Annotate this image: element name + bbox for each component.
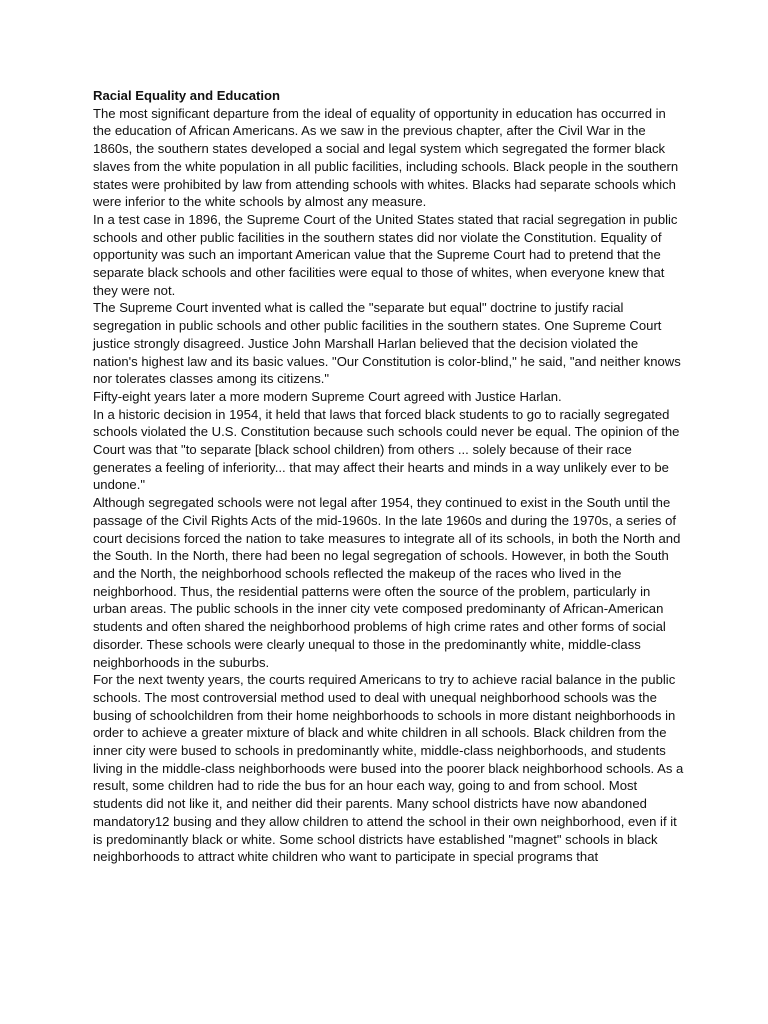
paragraph-3: The Supreme Court invented what is called the "separate but equal" doctrine to justify racial segregation in public schools and other public facilities in the southern states. One Supreme Court justice strongly disagreed. Justice John Marshall Harlan believed that the decision violated the nation's highest law and its basic values. "Our Constitution is color-blind," he said, "and neither knows nor tolerates classes among its citizens." <box>93 300 681 387</box>
paragraph-7: For the next twenty years, the courts required Americans to try to achieve racial balance in the public schools. The most controversial method used to deal with unequal neighborhood schools was the busing of schoolchildren from their home neighborhoods to schools in more distant neighborhoods in order to achieve a greater mixture of black and white children in all schools. Black children from the inner city were bused to schools in predominantly white, middle-class neighborhoods, and students living in the middle-class neighborhoods were bused into the poorer black neighborhood schools. As a result, some children had to ride the bus for an hour each way, going to and from school. Most students did not like it, and neither did their parents. Many school districts have now abandoned mandatory12 busing and they allow children to attend the school in their own neighborhood, even if it is predominantly black or white. Some school districts have established "magnet" schools in black neighborhoods to attract white children who want to participate in special programs that <box>93 672 684 865</box>
paragraph-4: Fifty-eight years later a more modern Supreme Court agreed with Justice Harlan. <box>93 388 562 404</box>
paragraph-5: In a historic decision in 1954, it held that laws that forced black students to go to racially segregated schools violated the U.S. Constitution because such schools could never be equal. The opinion of the Court was that "to separate [black school children) from others ... solely because of their race generates a feeling of inferiority... that may affect their hearts and minds in a way unlikely ever to be undone." <box>93 406 680 493</box>
paragraph-2: In a test case in 1896, the Supreme Court of the United States stated that racial segregation in public schools and other public facilities in the southern states did nor violate the Constitution. Equality of opportunity was such an important American value that the Supreme Court had to pretend that the separate black schools and other facilities were equal to those of whites, when everyone knew that they were not. <box>93 211 678 298</box>
document-page <box>93 87 685 866</box>
paragraph-1: The most significant departure from the ideal of equality of opportunity in education has occurred in the education of African Americans. As we saw in the previous chapter, after the Civil War in the 1860s, the southern states developed a social and legal system which segregated the former black slaves from the white population in all public facilities, including schools. Black people in the southern states were prohibited by law from attending schools with whites. Blacks had separate schools which were inferior to the white schools by almost any measure. <box>93 105 679 210</box>
paragraph-6: Although segregated schools were not legal after 1954, they continued to exist in the South until the passage of the Civil Rights Acts of the mid-1960s. In the late 1960s and during the 1970s, a series of court decisions forced the nation to take measures to integrate all of its schools, in both the North and the South. In the North, there had been no legal segregation of schools. However, in both the South and the North, the neighborhood schools reflected the makeup of the races who lived in the neighborhood. Thus, the residential patterns were often the source of the problem, particularly in urban areas. The public schools in the inner city vete composed predominanty of African-American students and often shared the neighborhood problems of high crime rates and other forms of social disorder. These schools were clearly unequal to those in the predominantly white, middle-class neighborhoods in the suburbs. <box>93 495 681 670</box>
page-title: Racial Equality and Education <box>93 88 280 103</box>
